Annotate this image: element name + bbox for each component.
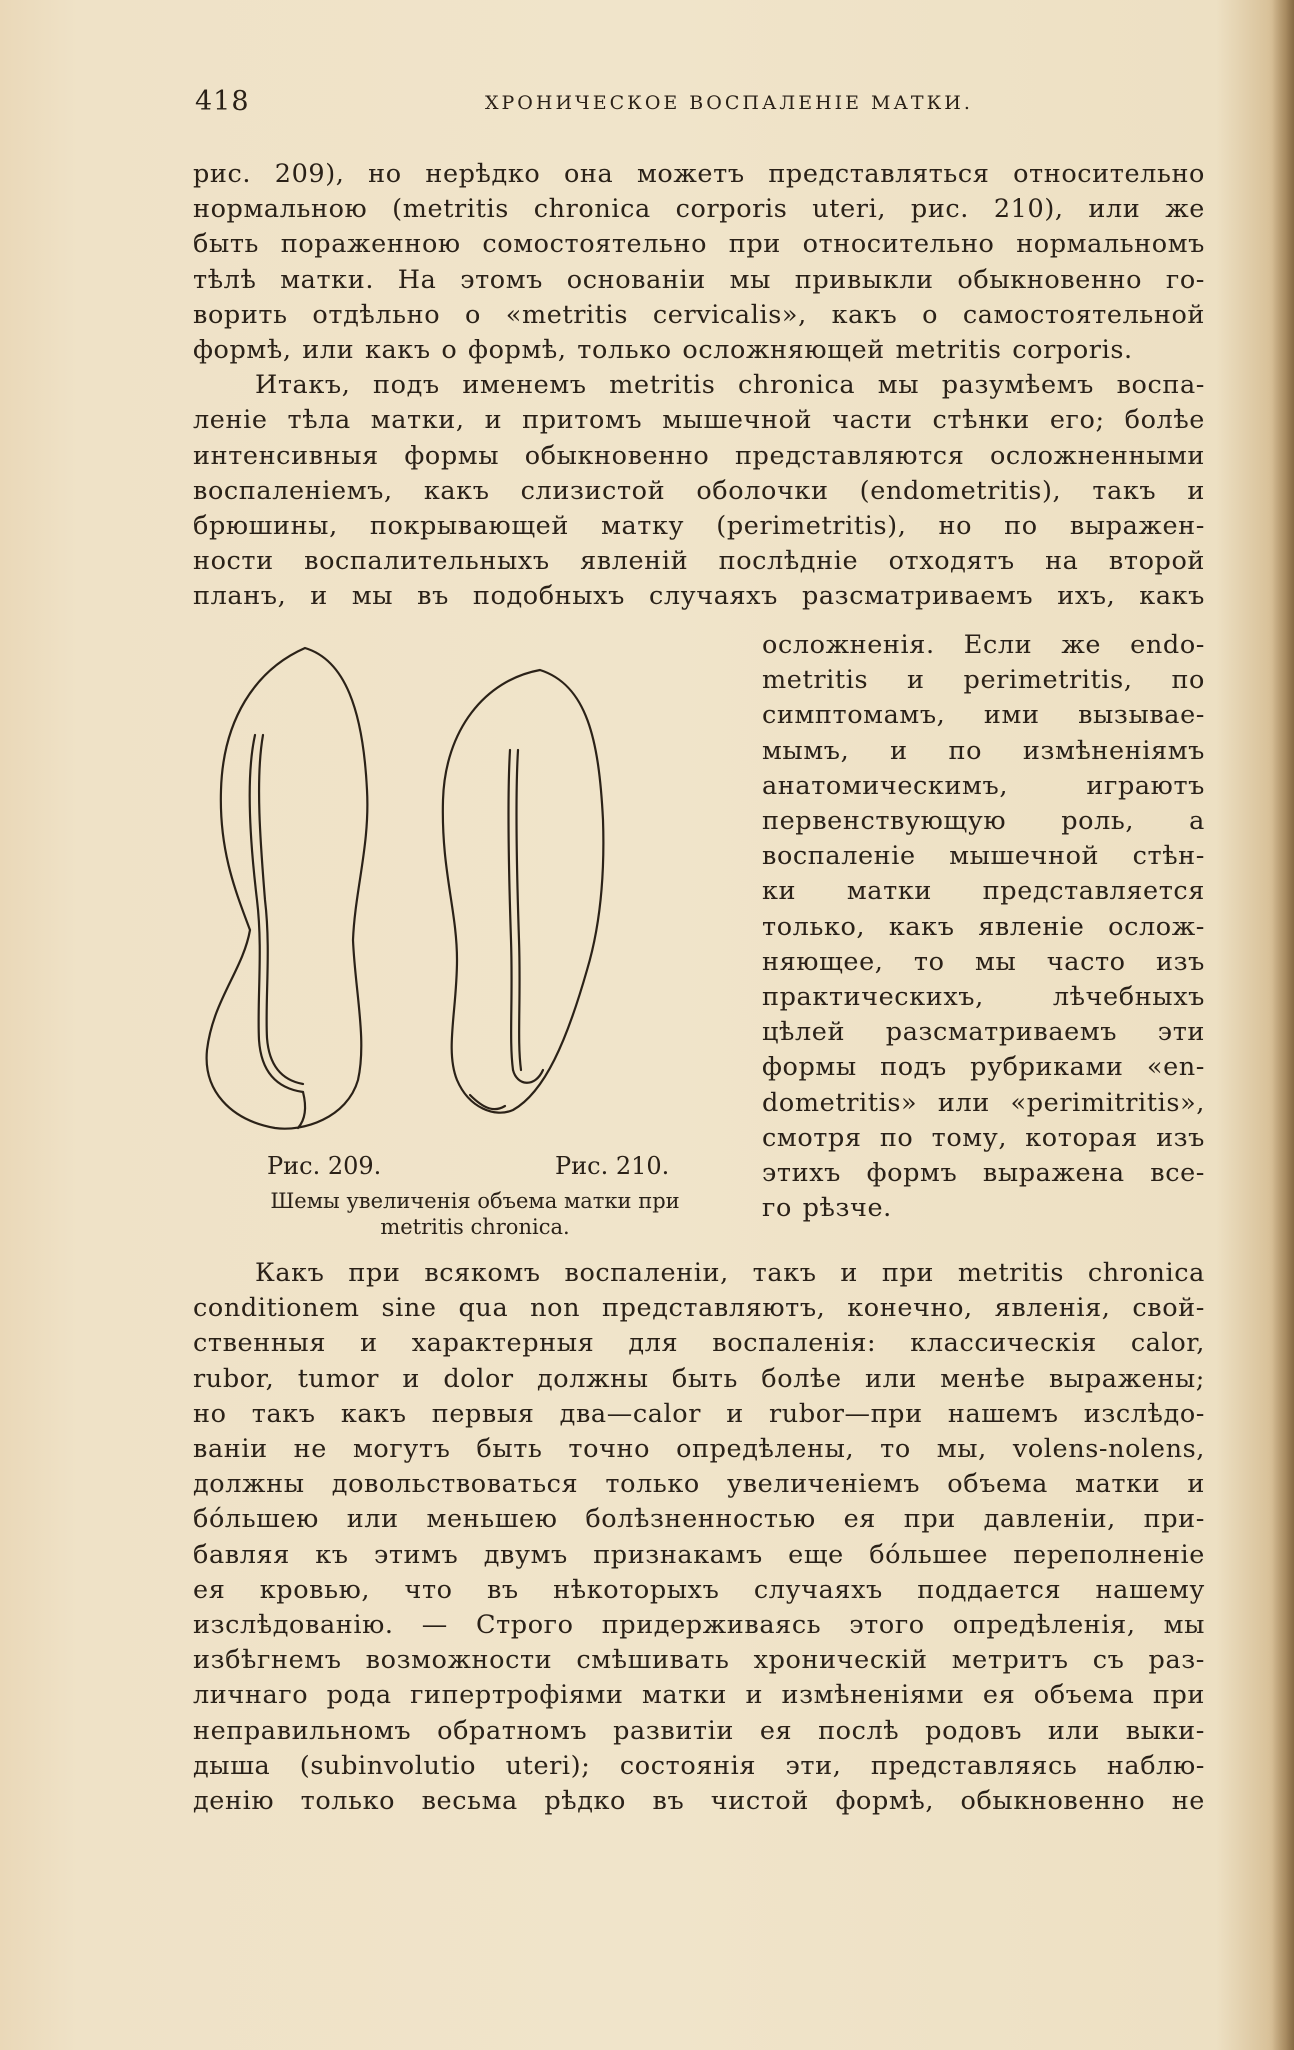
text-line: metritis и perimetritis, по — [762, 665, 1205, 696]
text-line: этихъ формъ выражена все- — [762, 1158, 1205, 1189]
figure-label-210: Рис. 210. — [555, 1152, 670, 1180]
running-header — [195, 86, 1200, 122]
text-line: брюшины, покрывающей матку (perimetritis), но по выражен- — [193, 511, 1205, 542]
caption-line: Шемы увеличенія объема матки при — [270, 1189, 680, 1213]
text-line: избѣгнемъ возможности смѣшивать хроническій метритъ съ раз- — [193, 1645, 1205, 1676]
text-line: ки матки представляется — [762, 876, 1205, 907]
text-line: ея кровью, что въ нѣкоторыхъ случаяхъ поддается нашему — [193, 1574, 1205, 1605]
text-line: леніе тѣла матки, и притомъ мышечной части стѣнки его; болѣе — [193, 405, 1205, 436]
running-title: ХРОНИЧЕСКОЕ ВОСПАЛЕНІЕ МАТКИ. — [485, 92, 973, 114]
fig210-inner-right — [516, 750, 521, 1070]
fig209-canal — [298, 1092, 305, 1128]
text-line: интенсивныя формы обыкновенно представляются осложненными — [193, 440, 1205, 471]
text-line: денію только весьма рѣдко въ чистой формѣ, обыкновенно не — [193, 1786, 1205, 1817]
fig210-outer-outline — [443, 670, 604, 1113]
text-line: симптомамъ, ими вызывае- — [762, 700, 1205, 731]
fig210-base — [470, 1095, 505, 1109]
text-line: бавляя къ этимъ двумъ признакамъ еще бо́льшее переполненіе — [193, 1539, 1205, 1570]
text-line: ственныя и характерныя для воспаленія: классическія calor, — [193, 1328, 1205, 1359]
text-line: изслѣдованію. — Строго придерживаясь этого опредѣленія, мы — [193, 1610, 1205, 1641]
text-line: dometritis» или «perimitritis», — [762, 1087, 1205, 1118]
text-line: но такъ какъ первыя два—calor и rubor—при нашемъ изслѣдо- — [193, 1398, 1205, 1429]
text-line: анатомическимъ, играютъ — [762, 770, 1205, 801]
text-line: первенствующую роль, а — [762, 806, 1205, 837]
text-line: Итакъ, подъ именемъ metritis chronica мы разумѣемъ воспа- — [255, 370, 1205, 401]
fig210-canal — [513, 1070, 543, 1083]
page-number: 418 — [195, 86, 250, 117]
text-line: няющее, то мы часто изъ — [762, 946, 1205, 977]
text-line: рис. 209), но нерѣдко она можетъ представляться относительно — [193, 159, 1205, 189]
body-text-side — [762, 628, 1205, 1226]
text-line: conditionem sine qua non представляютъ, конечно, явленія, свой- — [193, 1293, 1205, 1324]
text-line: бо́льшею или меньшею болѣзненностью ея при давленіи, при- — [193, 1504, 1205, 1535]
text-line: только, какъ явленіе ослож- — [762, 911, 1205, 942]
text-line: дыша (subinvolutio uteri); состоянія эти, представляясь наблю- — [193, 1750, 1205, 1781]
text-line: формы подъ рубриками «en- — [762, 1052, 1205, 1083]
text-line: ваніи не могутъ быть точно опредѣлены, то мы, volens-nolens, — [193, 1434, 1205, 1465]
text-line: осложненія. Если же endo- — [762, 630, 1205, 660]
text-line: цѣлей разсматриваемъ эти — [762, 1017, 1205, 1048]
text-line: rubor, tumor и dolor должны быть болѣе или менѣе выражены; — [193, 1363, 1205, 1394]
fig209-inner-left — [250, 735, 303, 1092]
body-text-top — [193, 157, 1205, 615]
text-line: должны довольствоваться только увеличеніемъ объема матки и — [193, 1469, 1205, 1500]
text-line: го рѣзче. — [762, 1193, 892, 1224]
text-line: тѣлѣ матки. На этомъ основаніи мы привыкли обыкновенно го- — [193, 264, 1205, 295]
text-line: ности воспалительныхъ явленій послѣдніе отходятъ на второй — [193, 546, 1205, 577]
book-spine-shadow — [1272, 0, 1294, 2050]
uterus-schematic-drawing — [195, 640, 755, 1160]
text-line: практическихъ, лѣчебныхъ — [762, 982, 1205, 1013]
caption-line: metritis chronica. — [380, 1215, 570, 1239]
fig210-inner-left — [508, 750, 513, 1070]
figure-caption — [195, 1188, 755, 1240]
text-line: личнаго рода гипертрофіями матки и измѣненіями ея объема при — [193, 1680, 1205, 1711]
figure-209-210 — [195, 640, 755, 1239]
text-line: планъ, и мы въ подобныхъ случаяхъ разсматриваемъ ихъ, какъ — [193, 581, 1205, 612]
text-line: ворить отдѣльно о «metritis cervicalis», какъ о самостоятельной — [193, 299, 1205, 330]
text-line: воспаленіе мышечной стѣн- — [762, 841, 1205, 872]
fig209-outer-outline — [207, 648, 368, 1129]
text-line: неправильномъ обратномъ развитіи ея послѣ родовъ или выки- — [193, 1715, 1205, 1746]
text-line: нормальною (metritis chronica corporis uteri, рис. 210), или же — [193, 194, 1205, 225]
body-text-bottom — [193, 1256, 1205, 1819]
text-line: быть пораженною сомостоятельно при относительно нормальномъ — [193, 229, 1205, 260]
text-line: воспаленіемъ, какъ слизистой оболочки (endometritis), такъ и — [193, 475, 1205, 506]
text-line: Какъ при всякомъ воспаленіи, такъ и при metritis chronica — [255, 1258, 1205, 1288]
text-line: смотря по тому, которая изъ — [762, 1122, 1205, 1153]
text-line: формѣ, или какъ о формѣ, только осложняющей metritis corporis. — [193, 335, 1133, 366]
figure-label-209: Рис. 209. — [267, 1152, 382, 1180]
text-line: мымъ, и по измѣненіямъ — [762, 735, 1205, 766]
fig209-inner-right — [259, 735, 303, 1084]
